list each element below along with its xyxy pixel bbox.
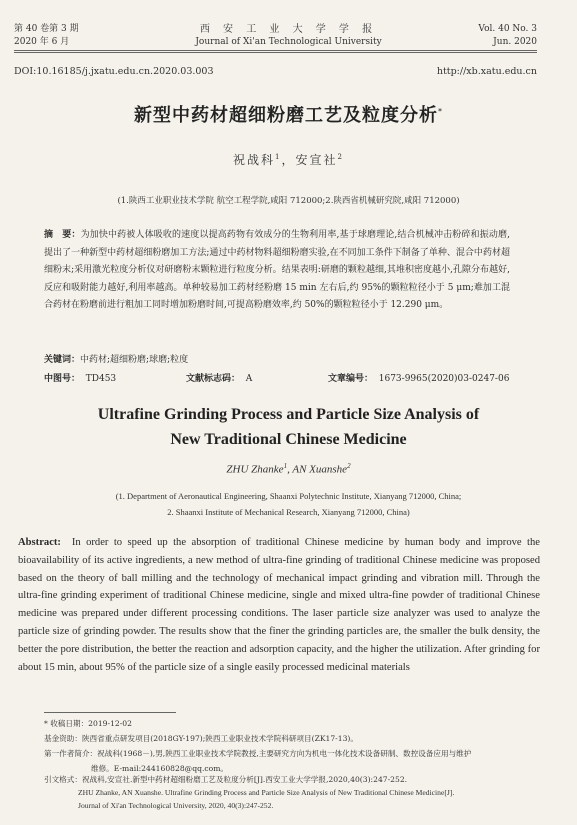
volume-issue: 第 40 卷第 3 期 xyxy=(14,24,79,34)
publication-date: 2020 年 6 月 xyxy=(14,37,70,47)
header-rule xyxy=(14,50,537,51)
abstract-en-label: Abstract: xyxy=(18,537,61,548)
abstract-cn-label: 摘 要： xyxy=(44,230,81,240)
keywords-cn-label: 关键词： xyxy=(44,355,81,365)
abstract-en xyxy=(18,534,540,676)
keywords-cn-text: 中药材;超细粉磨;球磨;粒度 xyxy=(80,355,189,365)
abstract-en-text: In order to speed up the absorption of traditional Chinese medicine by human body and improve the bioavailability of its active ingredients, a new method of ultra-fine grinding of traditional Chinese medicine was proposed based on the theory of ball milling and the technology of mechanical impact grinding and vibration mill. Through the ultra-fine grinding experiment of traditional Chinese medicine, single and mixed ultra-fine powder of traditional Chinese medicine was prepared under different processing conditions. The laser particle size analyzer was used to analyze the particle size of grinding powder. The results show that the finer the grinding particles are, the smaller the bulk density, the better the pore distribution, the better the reaction and adsorption capacity, and the higher the utilization. After grinding for about 15 min, about 95% of the particle size of a single easily processed medicinal materials xyxy=(18,537,541,673)
affiliation-en-line1: (1. Department of Aeronautical Engineering, Shaanxi Polytechnic Institute, Xianyang 712000, China; xyxy=(115,491,462,501)
authors-en xyxy=(0,462,577,476)
footnote-author-bio xyxy=(44,746,534,776)
citation-en-line1: ZHU Zhanke, AN Xuanshe. Ultrafine Grinding Process and Particle Size Analysis of New Traditional Chinese Medicine[J]. xyxy=(78,788,455,797)
footnote-received: * 收稿日期：2019-12-02 xyxy=(44,719,132,728)
paper-title-en xyxy=(0,402,577,452)
art-label: 文章编号： xyxy=(328,374,374,384)
author-1-sup: 1 xyxy=(275,153,282,161)
clc-label: 中图号： xyxy=(44,374,81,384)
author-2-en-sup: 2 xyxy=(347,462,351,470)
citation-format xyxy=(44,773,534,812)
abstract-cn xyxy=(44,227,510,315)
author-2-en: AN Xuanshe xyxy=(292,463,348,476)
citation-en-line2: Journal of Xi'an Technological University, 2020, 40(3):247-252. xyxy=(78,801,274,810)
clc-code xyxy=(44,371,116,384)
author-en-sep: , xyxy=(287,463,293,476)
affiliation-cn: (1.陕西工业职业技术学院 航空工程学院,咸阳 712000;2.陕西省机械研究院,咸阳 712000) xyxy=(117,196,460,206)
author-2-sup: 2 xyxy=(337,153,344,161)
doc-value: A xyxy=(245,374,253,384)
footnotes xyxy=(44,716,534,776)
abstract-cn-text: 为加快中药被人体吸收的速度以提高药物有效成分的生物利用率,基于球磨理论,结合机械冲击粉碎和振动磨,提出了一种新型中药材超细粉磨加工方法;通过中药材物料超细粉磨实验,在不同加工条件下制备了单种、混合中药材超细粉末;采用激光粒度分析仪对研磨粉末颗粒进行粒度分析。结果表明:研磨的颗粒越细,其堆积密度越小,孔隙分布越好,反应和吸附能力越好,利用率越高。单种较易加工药材经粉磨 15 min 左右后,约 95%的颗粒粒径小于 5 μm;难加工混合药材在粉磨前进行粗加工同时增加粉磨时间,可提高粉磨效率,约 50%的颗粒粒径小于 12.290 μm。 xyxy=(44,230,510,310)
authors-cn xyxy=(0,151,577,168)
author-1-cn: 祝战科 xyxy=(233,153,276,167)
article-number xyxy=(328,371,509,384)
footnote-bio-line2: 维修。E-mail:244160828@qq.com。 xyxy=(91,764,229,773)
journal-volume-info xyxy=(14,23,79,49)
journal-title-cn: 西 安 工 业 大 学 学 报 xyxy=(199,24,378,35)
footnote-fund: 基金资助：陕西省重点研发项目(2018GY-197);陕西工业职业技术学院科研项目(ZK17-13)。 xyxy=(44,734,358,743)
art-value: 1673-9965(2020)03-0247-06 xyxy=(378,374,510,384)
journal-url: http://xb.xatu.edu.cn xyxy=(436,66,537,77)
citation-cn: 引文格式：祝战科,安宣社.新型中药材超细粉磨工艺及粒度分析[J].西安工业大学学报,2020,40(3):247-252. xyxy=(44,775,408,784)
author-1-en-sup: 1 xyxy=(283,462,288,470)
clc-value: TD453 xyxy=(85,374,117,384)
doc-label: 文献标志码： xyxy=(186,374,241,384)
paper-title-en-line2: New Traditional Chinese Medicine xyxy=(170,431,407,448)
journal-volume-info-en xyxy=(478,23,537,49)
journal-title-en: Journal of Xi'an Technological University xyxy=(195,37,382,47)
publication-date-en: Jun. 2020 xyxy=(493,37,537,47)
paper-title-cn xyxy=(0,101,577,127)
document-code xyxy=(186,371,252,384)
footnote-rule xyxy=(44,712,176,713)
footnote-bio-line1: 第一作者简介：祝战科(1968－),男,陕西工业职业技术学院教授,主要研究方向为机电一体化技术设备研制、数控设备应用与维护 xyxy=(44,749,472,758)
affiliation-en-line2: 2. Shaanxi Institute of Mechanical Research, Xianyang 712000, China) xyxy=(167,507,410,517)
journal-title xyxy=(150,23,427,49)
author-1-en: ZHU Zhanke xyxy=(226,463,284,476)
author-2-cn: 安宣社 xyxy=(295,153,338,167)
header-rule-secondary xyxy=(14,52,537,53)
keywords-cn xyxy=(44,352,188,365)
volume-issue-en: Vol. 40 No. 3 xyxy=(478,24,537,34)
paper-title-cn-text: 新型中药材超细粉磨工艺及粒度分析 xyxy=(134,105,438,126)
affiliation-en xyxy=(0,488,577,520)
doi: DOI:10.16185/j.jxatu.edu.cn.2020.03.003 xyxy=(14,66,214,77)
title-footnote-mark: * xyxy=(438,107,443,116)
author-sep: ， xyxy=(281,153,296,167)
paper-title-en-line1: Ultrafine Grinding Process and Particle Size Analysis of xyxy=(97,406,480,423)
